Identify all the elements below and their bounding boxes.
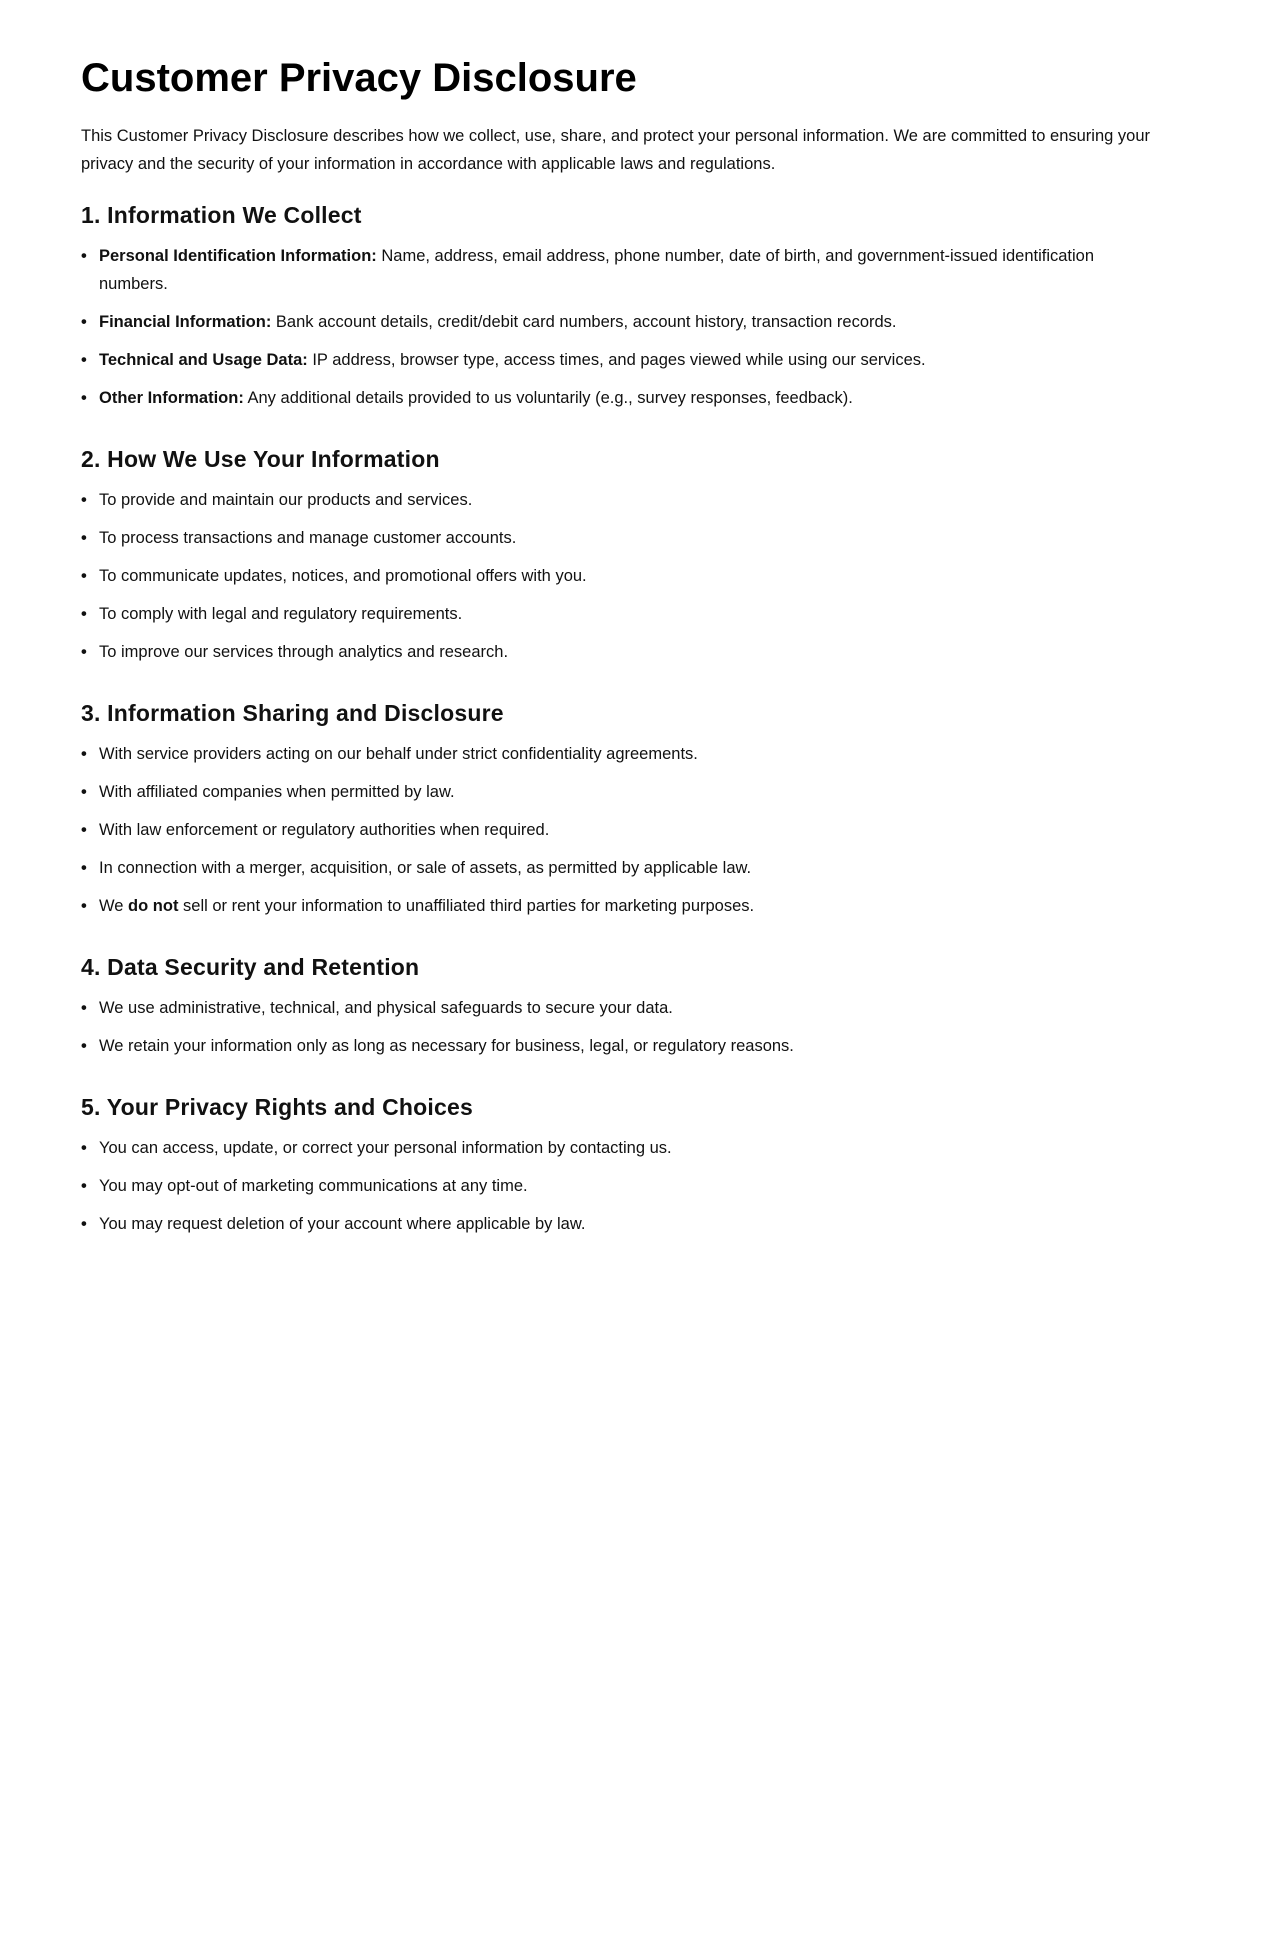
bullet-icon: • [81, 783, 87, 801]
item-label: Financial Information: [99, 313, 272, 331]
list-item [81, 816, 1151, 844]
item-text: We retain your information only as long as necessary for business, legal, or regulatory reasons. [99, 1037, 794, 1055]
item-text: With law enforcement or regulatory authorities when required. [99, 821, 550, 839]
item-text: IP address, browser type, access times, and pages viewed while using our services. [307, 351, 926, 369]
list-item [81, 346, 1151, 374]
list-item [81, 308, 1151, 336]
bullet-icon: • [81, 745, 87, 763]
section-heading-rights-choices: 5. Your Privacy Rights and Choices [81, 1094, 473, 1120]
list-item [81, 1134, 1151, 1162]
section-heading-sharing-disclosure: 3. Information Sharing and Disclosure [81, 700, 504, 726]
bullet-icon: • [81, 605, 87, 623]
section-list-security-retention [81, 994, 1151, 1060]
list-item [81, 1032, 1151, 1060]
list-item [81, 1210, 1151, 1238]
section-heading-how-we-use: 2. How We Use Your Information [81, 446, 440, 472]
list-item [81, 562, 1151, 590]
bullet-icon: • [81, 529, 87, 547]
list-item [81, 892, 1151, 920]
item-text-post: sell or rent your information to unaffiliated third parties for marketing purposes. [178, 897, 755, 915]
bullet-icon: • [81, 643, 87, 661]
item-text: You can access, update, or correct your personal information by contacting us. [99, 1139, 672, 1157]
list-item [81, 242, 1151, 298]
list-item [81, 384, 1151, 412]
section-heading-information-we-collect: 1. Information We Collect [81, 202, 362, 228]
bullet-icon: • [81, 1177, 87, 1195]
list-item [81, 638, 1151, 666]
item-emphasis: do not [128, 897, 179, 915]
list-item [81, 994, 1151, 1022]
item-text: To provide and maintain our products and services. [99, 491, 473, 509]
list-item [81, 524, 1151, 552]
section-list-information-we-collect [81, 242, 1151, 412]
item-text: We use administrative, technical, and physical safeguards to secure your data. [99, 999, 673, 1017]
item-text: To comply with legal and regulatory requirements. [99, 605, 463, 623]
item-text: Any additional details provided to us voluntarily (e.g., survey responses, feedback). [243, 389, 853, 407]
item-text: With service providers acting on our behalf under strict confidentiality agreements. [99, 745, 698, 763]
item-label: Technical and Usage Data: [99, 351, 308, 369]
bullet-icon: • [81, 491, 87, 509]
item-text: Name, address, email address, phone number, date of birth, and government-issued identification numbers. [99, 247, 1095, 293]
bullet-icon: • [81, 1215, 87, 1233]
item-text: Bank account details, credit/debit card numbers, account history, transaction records. [271, 313, 897, 331]
item-text: With affiliated companies when permitted by law. [99, 783, 455, 801]
bullet-icon: • [81, 821, 87, 839]
item-text: To communicate updates, notices, and promotional offers with you. [99, 567, 587, 585]
section-heading-security-retention: 4. Data Security and Retention [81, 954, 420, 980]
item-text: You may opt-out of marketing communications at any time. [99, 1177, 528, 1195]
list-item [81, 1172, 1151, 1200]
bullet-icon: • [81, 351, 87, 369]
section-list-rights-choices [81, 1134, 1151, 1238]
item-text: You may request deletion of your account where applicable by law. [99, 1215, 586, 1233]
item-text: To improve our services through analytics and research. [99, 643, 509, 661]
section-list-how-we-use [81, 486, 1151, 666]
list-item [81, 854, 1151, 882]
bullet-icon: • [81, 1139, 87, 1157]
bullet-icon: • [81, 859, 87, 877]
list-item [81, 600, 1151, 628]
page-title: Customer Privacy Disclosure [81, 56, 637, 100]
bullet-icon: • [81, 567, 87, 585]
bullet-icon: • [81, 1037, 87, 1055]
list-item [81, 740, 1151, 768]
item-text: In connection with a merger, acquisition, or sale of assets, as permitted by applicable law. [99, 859, 752, 877]
intro-paragraph: This Customer Privacy Disclosure describes how we collect, use, share, and protect your personal information. We are committed to ensuring your privacy and the security of your information in accordance with applicable laws and regulations. [81, 127, 1150, 173]
list-item [81, 778, 1151, 806]
bullet-icon: • [81, 897, 87, 915]
item-label: Personal Identification Information: [99, 247, 377, 265]
bullet-icon: • [81, 389, 87, 407]
item-text: To process transactions and manage customer accounts. [99, 529, 517, 547]
list-item [81, 486, 1151, 514]
section-list-sharing-disclosure [81, 740, 1151, 920]
bullet-icon: • [81, 999, 87, 1017]
bullet-icon: • [81, 313, 87, 331]
item-label: Other Information: [99, 389, 244, 407]
bullet-icon: • [81, 247, 87, 265]
item-text-pre: We [99, 897, 129, 915]
